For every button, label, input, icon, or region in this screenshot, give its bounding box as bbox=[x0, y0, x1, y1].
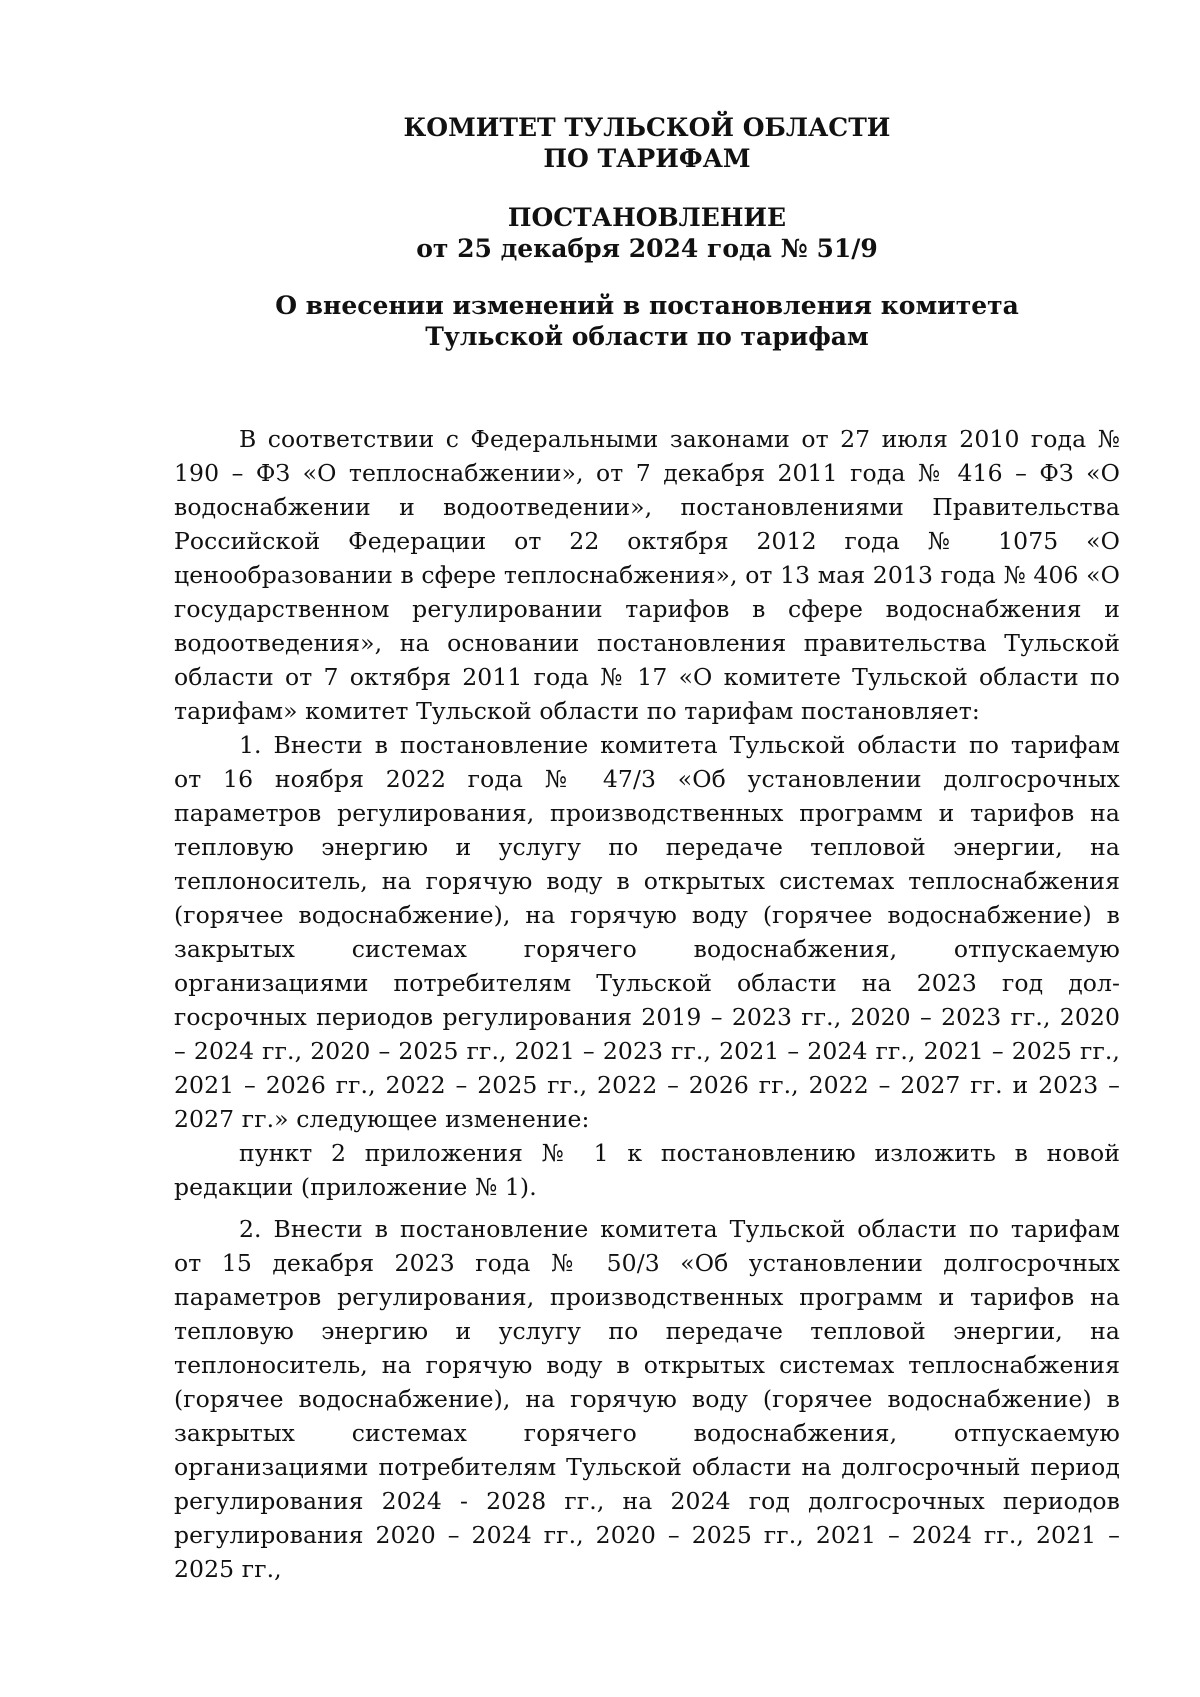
document-subject bbox=[174, 290, 1120, 352]
subject-line-1: О внесении изменений в постановления комитета bbox=[275, 291, 1019, 320]
document-title-block bbox=[174, 202, 1120, 264]
organization-name-line-2: ПО ТАРИФАМ bbox=[543, 144, 751, 173]
document-body bbox=[174, 422, 1120, 1586]
subject-line-2: Тульской области по тарифам bbox=[425, 322, 869, 351]
organization-name-line-1: КОМИТЕТ ТУЛЬСКОЙ ОБЛАСТИ bbox=[403, 113, 891, 142]
item-1-sub-paragraph: пункт 2 приложения № 1 к постановлению изложить в новой редакции (приложение № 1). bbox=[174, 1139, 1120, 1201]
document-type: ПОСТАНОВЛЕНИЕ bbox=[507, 203, 787, 232]
organization-heading bbox=[174, 112, 1120, 174]
item-1-paragraph: 1. Внести в постановление комитета Тульской области по тарифам от 16 ноября 2022 года № 47/3 «Об установлении долгосрочных параметров регулирования, производственных программ и тарифов на тепловую энергию и услугу по передаче тепловой энергии, на теплоноситель, на горячую воду в открытых системах теплоснабжения (горячее водоснабжение), на горячую воду (горячее водоснабжение) в закрытых системах горячего водоснабжения, отпускаемую организациями потребителям Тульской области на 2023 год долгосрочных периодов регулирования 2019 – 2023 гг., 2020 – 2023 гг., 2020 – 2024 гг., 2020 – 2025 гг., 2021 – 2023 гг., 2021 – 2024 гг., 2021 – 2025 гг., 2021 – 2026 гг., 2022 – 2025 гг., 2022 – 2026 гг., 2022 – 2027 гг. и 2023 – 2027 гг.» следующее изменение: bbox=[174, 731, 1120, 1133]
item-2-paragraph: 2. Внести в постановление комитета Тульской области по тарифам от 15 декабря 2023 года № 50/3 «Об установлении долгосрочных параметров регулирования, производственных программ и тарифов на тепловую энергию и услугу по передаче тепловой энергии, на теплоноситель, на горячую воду в открытых системах теплоснабжения (горячее водоснабжение), на горячую воду (горячее водоснабжение) в закрытых системах горячего водоснабжения, отпускаемую организациями потребителям Тульской области на долгосрочный период регулирования 2024 - 2028 гг., на 2024 год долгосрочных периодов регулирования 2020 – 2024 гг., 2020 – 2025 гг., 2021 – 2024 гг., 2021 – 2025 гг., bbox=[174, 1215, 1120, 1583]
preamble-paragraph: В соответствии с Федеральными законами от 27 июля 2010 года № 190 – ФЗ «О теплоснабжении», от 7 декабря 2011 года № 416 – ФЗ «О водоснабжении и водоотведении», постановлениями Правительства Российской Федерации от 22 октября 2012 года № 1075 «О ценообразовании в сфере теплоснабжения», от 13 мая 2013 года № 406 «О государственном регулировании тарифов в сфере водоснабжения и водоотведения», на основании постановления правительства Тульской области от 7 октября 2011 года № 17 «О комитете Тульской области по тарифам» комитет Тульской области по тарифам постановляет: bbox=[174, 425, 1120, 725]
document-date-number: от 25 декабря 2024 года № 51/9 bbox=[416, 234, 878, 263]
